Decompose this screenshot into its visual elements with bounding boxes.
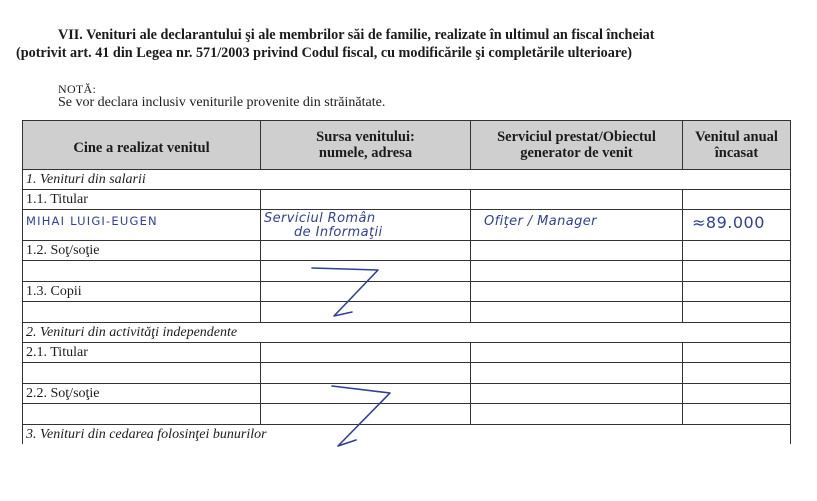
table-row [23, 190, 791, 210]
cell [23, 261, 261, 282]
note-text: Se vor declara inclusiv veniturile provenite din străinătate. [58, 95, 386, 110]
header-service: Serviciul prestat/Obiectul generator de venit [471, 121, 683, 170]
header-income: Venitul anual încasat [683, 121, 791, 170]
header-who: Cine a realizat venitul [23, 121, 261, 170]
cell [683, 302, 791, 323]
cell [261, 210, 471, 241]
cell [23, 302, 261, 323]
cell [23, 363, 261, 384]
cell [471, 282, 683, 302]
cell [261, 282, 471, 302]
cell [683, 343, 791, 363]
row-label: 2.2. Soţ/soţie [23, 384, 261, 404]
cell [683, 404, 791, 425]
handwritten-name: MIHAI LUIGI-EUGEN [26, 214, 158, 228]
heading-line-2: (potrivit art. 41 din Legea nr. 571/2003 privind Codul fiscal, cu modificările şi completările ulterioare) [16, 45, 632, 61]
cell [683, 261, 791, 282]
cell [471, 210, 683, 241]
cell [261, 261, 471, 282]
cell [683, 363, 791, 384]
table-row [23, 384, 791, 404]
table-header-row [23, 121, 791, 170]
cell [471, 302, 683, 323]
row-label: 1.1. Titular [23, 190, 261, 210]
table-row [23, 404, 791, 425]
table-row [23, 343, 791, 363]
cell [261, 343, 471, 363]
row-label: 1.2. Soţ/soţie [23, 241, 261, 261]
section-row-property-use [23, 425, 791, 445]
cell [261, 241, 471, 261]
note-label: NOTĂ: [58, 82, 97, 96]
section-title: 1. Venituri din salarii [23, 170, 791, 190]
heading-line-1: VII. Venituri ale declarantului şi ale membrilor săi de familie, realizate în ultimul an fiscal încheiat [58, 27, 655, 43]
table-row [23, 261, 791, 282]
table-row [23, 282, 791, 302]
section-heading [10, 26, 810, 62]
table-row [23, 241, 791, 261]
income-table [22, 120, 791, 444]
cell [261, 384, 471, 404]
cell [23, 210, 261, 241]
cell [471, 190, 683, 210]
cell [471, 261, 683, 282]
cell [23, 404, 261, 425]
table-row [23, 363, 791, 384]
table-row [23, 210, 791, 241]
cell [471, 343, 683, 363]
cell [261, 404, 471, 425]
cell [261, 190, 471, 210]
handwritten-amount: ≈89.000 [692, 213, 765, 232]
section-title: 3. Venituri din cedarea folosinţei bunurilor [23, 425, 791, 445]
handwritten-service: Ofiţer / Manager [484, 214, 597, 229]
cell [471, 384, 683, 404]
handwritten-source-line-2: de Informaţii [294, 225, 383, 240]
cell [471, 363, 683, 384]
section-row-independent [23, 323, 791, 343]
handwritten-source-line-1: Serviciul Român [264, 211, 376, 226]
cell [261, 302, 471, 323]
cell [683, 210, 791, 241]
section-row-salaries [23, 170, 791, 190]
cell [471, 404, 683, 425]
cell [471, 241, 683, 261]
row-label: 1.3. Copii [23, 282, 261, 302]
table-row [23, 302, 791, 323]
section-title: 2. Venituri din activităţi independente [23, 323, 791, 343]
cell [683, 384, 791, 404]
cell [683, 241, 791, 261]
cell [683, 282, 791, 302]
cell [683, 190, 791, 210]
header-source: Sursa venitului: numele, adresa [261, 121, 471, 170]
cell [261, 363, 471, 384]
row-label: 2.1. Titular [23, 343, 261, 363]
